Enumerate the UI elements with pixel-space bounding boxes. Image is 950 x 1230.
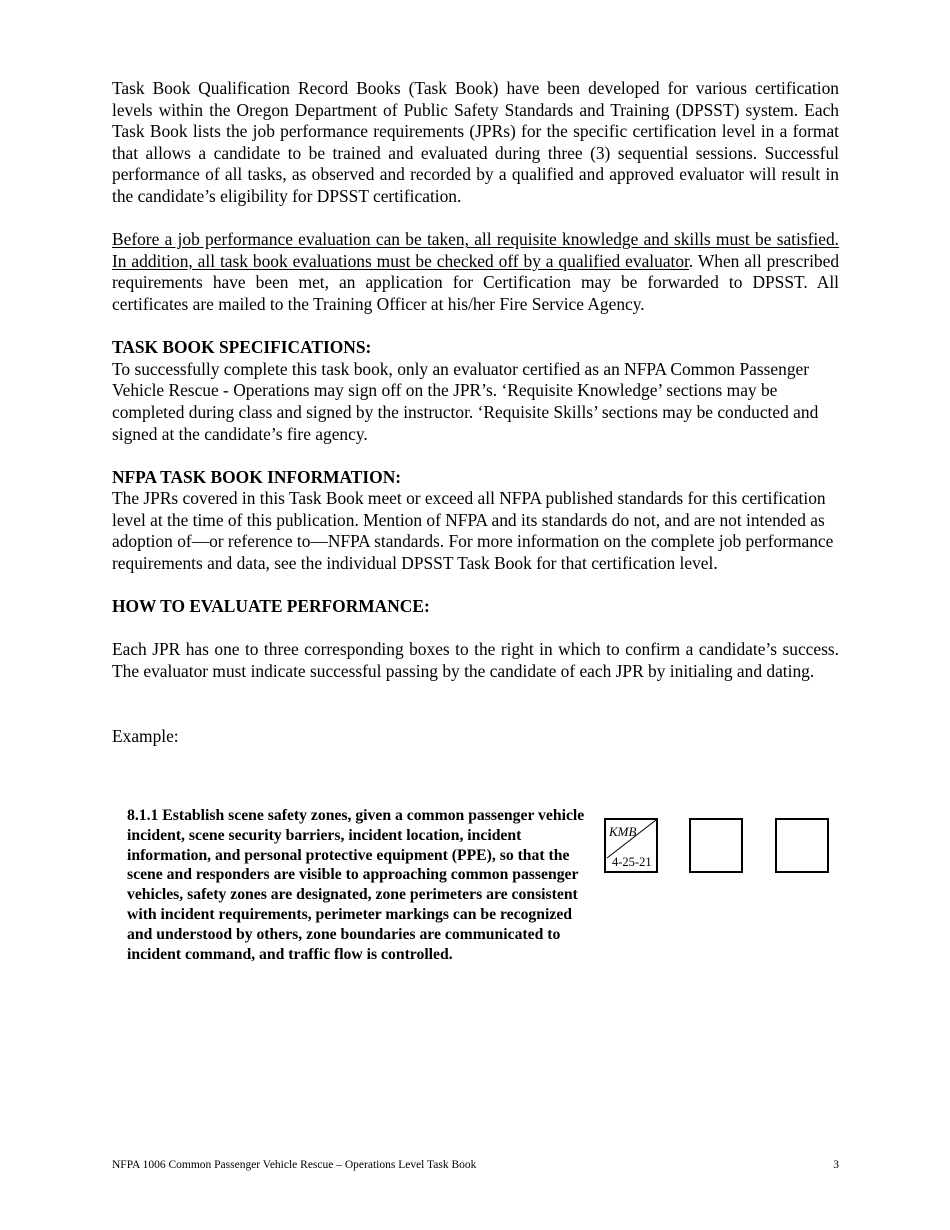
requirements-paragraph [112,229,839,315]
evaluate-heading: HOW TO EVALUATE PERFORMANCE: [112,596,430,617]
intro-paragraph: Task Book Qualification Record Books (Task Book) have been developed for various certification levels within the Oregon Department of Public Safety Standards and Training (DPSST) system. Each Task Book lists the job performance requirements (JPRs) for the specific certification level in a format that allows a candidate to be trained and evaluated during three (3) sequential sessions. Successful performance of all tasks, as observed and recorded by a qualified and approved evaluator will result in the candidate’s eligibility for DPSST certification. [112,78,839,206]
nfpa-info-heading: NFPA TASK BOOK INFORMATION: [112,466,402,487]
page-footer [112,1158,839,1172]
document-body [112,78,839,747]
signoff-box-2[interactable] [689,818,743,873]
footer-page-number: 3 [833,1159,839,1171]
initials-text: KMB [609,824,637,839]
example-jpr-block [127,806,587,964]
signoff-box-1[interactable] [604,818,658,873]
nfpa-info-text: The JPRs covered in this Task Book meet or exceed all NFPA published standards for this certification level at the time of this publication. Mention of NFPA and its standards do not, and are not intended as adoption of—or reference to—NFPA standards. For more information on the complete job performance requirements and data, see the individual DPSST Task Book for that certification level. [112,488,834,574]
requirements-underlined-text: Before a job performance evaluation can be taken, all requisite knowledge and skills must be satisfied. In addition, all task book evaluations must be checked off by a qualified evaluator [112,229,839,271]
signoff-date: 4-25-21 [612,855,652,869]
example-label: Example: [112,725,179,746]
example-jpr-text: 8.1.1 Establish scene safety zones, given a common passenger vehicle incident, scene security barriers, incident location, incident information, and personal protective equipment (PPE), so that the scene and responders are visible to approaching common passenger vehicles, safety zones are designated, zone perimeters are consistent with incident requirements, perimeter markings can be recognized and understood by others, zone boundaries are communicated to incident command, and traffic flow is controlled. [127,807,585,963]
initials-signature [609,823,639,843]
footer-title: NFPA 1006 Common Passenger Vehicle Rescue – Operations Level Task Book [112,1159,477,1171]
evaluate-text: Each JPR has one to three corresponding boxes to the right in which to confirm a candidate’s success. The evaluator must indicate successful passing by the candidate of each JPR by initialing and dating. [112,639,839,682]
signoff-box-3[interactable] [775,818,829,873]
specifications-heading: TASK BOOK SPECIFICATIONS: [112,337,372,358]
requirements-rest-text: . When all prescribed requirements have been met, an application for Certification may be forwarded to DPSST. All certificates are mailed to the Training Officer at his/her Fire Service Agency. [112,250,840,314]
specifications-text: To successfully complete this task book, only an evaluator certified as an NFPA Common Passenger Vehicle Rescue - Operations may sign off on the JPR’s. ‘Requisite Knowledge’ sections may be completed during class and signed by the instructor. ‘Requisite Skills’ sections may be conducted and signed at the candidate’s fire agency. [112,358,819,444]
